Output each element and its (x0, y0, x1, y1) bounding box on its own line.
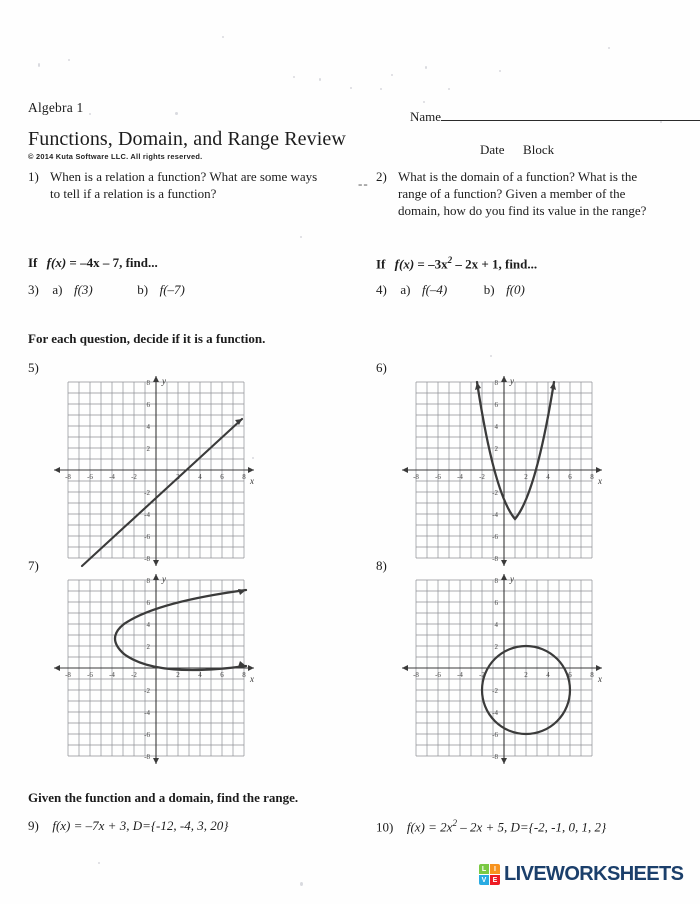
svg-text:8: 8 (242, 671, 246, 679)
question-3-part-b-value: f(–7) (159, 282, 185, 297)
question-9 (28, 818, 228, 834)
graph-5-axes (54, 376, 254, 566)
question-10-number: 10) (376, 819, 394, 835)
svg-text:-2: -2 (131, 473, 137, 481)
svg-text:2: 2 (176, 671, 180, 679)
svg-text:-8: -8 (144, 555, 150, 563)
svg-text:8: 8 (146, 577, 150, 585)
graph-8-x-axis-label: x (598, 674, 602, 684)
svg-text:-8: -8 (144, 753, 150, 761)
name-field-row (410, 109, 700, 125)
svg-text:2: 2 (524, 671, 528, 679)
question-10-text-pre: f(x) = 2x (406, 819, 453, 835)
svg-text:2: 2 (494, 445, 498, 453)
svg-text:2: 2 (524, 473, 528, 481)
svg-text:-2: -2 (492, 687, 498, 695)
svg-text:4: 4 (198, 473, 202, 481)
question-4-part-b-value: f(0) (506, 282, 525, 297)
question-4-prompt-if: If (376, 256, 386, 272)
graph-8-axes (402, 574, 602, 764)
graph-5-y-axis-label: y (162, 376, 166, 386)
question-3-part-a-value: f(3) (73, 282, 93, 297)
svg-text:4: 4 (546, 671, 550, 679)
graph-7 (46, 572, 256, 772)
question-3 (28, 282, 185, 298)
question-4-part-b-label: b) (483, 282, 495, 297)
question-9-number: 9) (28, 818, 39, 833)
question-4-number: 4) (376, 282, 387, 297)
graph-6-axes (402, 376, 602, 566)
graph-6 (394, 374, 604, 574)
svg-text:8: 8 (494, 577, 498, 585)
date-label: Date (480, 142, 505, 157)
question-10-text-post: – 2x + 5, D={-2, -1, 0, 1, 2} (460, 819, 607, 835)
block-label: Block (523, 142, 555, 157)
svg-text:-8: -8 (492, 555, 498, 563)
svg-text:8: 8 (590, 473, 594, 481)
graph-5-svg (46, 374, 256, 569)
question-1 (28, 168, 328, 202)
svg-text:4: 4 (494, 621, 498, 629)
graph-6-number: 6) (376, 360, 387, 375)
svg-text:6: 6 (494, 401, 498, 409)
graph-5-x-axis-label: x (250, 476, 254, 486)
course-name: Algebra 1 (28, 100, 84, 115)
svg-text:-4: -4 (109, 473, 115, 481)
question-4-exponent: 2 (447, 255, 453, 265)
question-3-part-b-label: b) (137, 282, 149, 297)
svg-text:-2: -2 (144, 687, 150, 695)
svg-text:4: 4 (146, 621, 150, 629)
liveworksheets-mark-icon (479, 864, 500, 885)
svg-text:6: 6 (568, 473, 572, 481)
graph-7-arrow-bottom (238, 661, 246, 667)
question-3-prompt (28, 255, 158, 271)
svg-text:-4: -4 (109, 671, 115, 679)
svg-text:-2: -2 (479, 671, 485, 679)
svg-text:-2: -2 (492, 489, 498, 497)
name-label: Name (410, 109, 442, 124)
question-4 (376, 282, 525, 298)
svg-text:-6: -6 (435, 473, 441, 481)
svg-text:-8: -8 (65, 671, 71, 679)
question-3-number: 3) (28, 282, 39, 297)
svg-text:4: 4 (146, 423, 150, 431)
graph-7-x-axis-label: x (250, 674, 254, 684)
section-heading-range-find: Given the function and a domain, find the range. (28, 790, 299, 805)
svg-text:2: 2 (146, 445, 150, 453)
question-2 (376, 168, 666, 219)
logo-tile-e: E (490, 875, 500, 885)
svg-text:-6: -6 (492, 731, 498, 739)
svg-text:-4: -4 (457, 671, 463, 679)
svg-text:-8: -8 (413, 671, 419, 679)
svg-text:-4: -4 (492, 709, 498, 717)
svg-text:4: 4 (546, 473, 550, 481)
question-3-fn-name: f (46, 255, 51, 270)
question-1-number: 1) (28, 169, 39, 184)
section-heading-function-check: For each question, decide if it is a function. (28, 331, 266, 346)
svg-text:-6: -6 (87, 671, 93, 679)
graph-6-y-axis-label: y (510, 376, 514, 386)
leader-dots: -- (358, 176, 369, 191)
question-10 (376, 818, 606, 835)
graph-7-svg (46, 572, 256, 767)
svg-text:8: 8 (242, 473, 246, 481)
graph-7-arrow-top (238, 589, 246, 595)
graph-6-svg (394, 374, 604, 569)
svg-text:-2: -2 (479, 473, 485, 481)
date-block-field-row (480, 142, 554, 158)
svg-text:-8: -8 (413, 473, 419, 481)
svg-text:-8: -8 (65, 473, 71, 481)
svg-text:2: 2 (176, 473, 180, 481)
graph-5 (46, 374, 256, 574)
graph-6-curve-parabola (477, 382, 554, 519)
svg-text:-6: -6 (87, 473, 93, 481)
question-9-text: f(x) = –7x + 3, D={-12, -4, 3, 20} (52, 818, 229, 833)
svg-text:4: 4 (494, 423, 498, 431)
svg-text:-6: -6 (144, 731, 150, 739)
question-4-prompt-body-pre: = –3x (417, 256, 448, 272)
question-3-fn-arg: (x) (50, 255, 67, 270)
question-10-exponent: 2 (452, 818, 457, 828)
svg-text:-6: -6 (492, 533, 498, 541)
svg-text:-4: -4 (457, 473, 463, 481)
svg-text:6: 6 (220, 473, 224, 481)
svg-text:8: 8 (590, 671, 594, 679)
svg-text:-6: -6 (435, 671, 441, 679)
liveworksheets-wordmark: LIVEWORKSHEETS (504, 863, 684, 885)
graph-8 (394, 572, 604, 772)
svg-text:-4: -4 (492, 511, 498, 519)
question-4-part-a-label: a) (400, 282, 411, 297)
copyright-notice: © 2014 Kuta Software LLC. All rights reserved. (28, 152, 203, 161)
graph-8-y-axis-label: y (510, 574, 514, 584)
name-input[interactable] (441, 109, 700, 121)
svg-text:2: 2 (146, 643, 150, 651)
question-3-prompt-body: = –4x – 7, find... (69, 255, 158, 270)
svg-text:6: 6 (146, 599, 150, 607)
graph-8-number: 8) (376, 558, 387, 573)
question-2-number: 2) (376, 169, 387, 184)
graph-8-svg (394, 572, 604, 767)
question-4-part-a-value: f(–4) (421, 282, 448, 297)
logo-tile-i: I (490, 864, 500, 874)
graph-5-number: 5) (28, 360, 39, 375)
svg-text:-6: -6 (144, 533, 150, 541)
svg-text:8: 8 (494, 379, 498, 387)
question-3-prompt-if: If (28, 255, 38, 270)
graph-5-curve-line (82, 419, 242, 566)
svg-text:-2: -2 (144, 489, 150, 497)
graph-6-x-axis-label: x (598, 476, 602, 486)
question-3-part-a-label: a) (52, 282, 63, 297)
page-title: Functions, Domain, and Range Review (28, 128, 346, 150)
svg-text:6: 6 (568, 671, 572, 679)
liveworksheets-logo[interactable] (479, 863, 683, 886)
logo-tile-l: L (479, 864, 489, 874)
svg-text:-4: -4 (144, 511, 150, 519)
logo-tile-v: V (479, 875, 489, 885)
worksheet-body (28, 100, 672, 835)
svg-text:8: 8 (146, 379, 150, 387)
question-1-text: When is a relation a function? What are some ways to tell if a relation is a function? (50, 169, 318, 202)
question-4-fn-arg: (x) (398, 256, 415, 272)
question-4-prompt (376, 255, 537, 272)
question-4-prompt-body-post: – 2x + 1, find... (455, 256, 538, 272)
svg-text:4: 4 (198, 671, 202, 679)
svg-text:6: 6 (220, 671, 224, 679)
question-4-fn-name: f (394, 256, 399, 272)
svg-text:6: 6 (494, 599, 498, 607)
svg-text:2: 2 (494, 643, 498, 651)
svg-text:6: 6 (146, 401, 150, 409)
graph-7-number: 7) (28, 558, 39, 573)
graph-7-y-axis-label: y (162, 574, 166, 584)
svg-text:-4: -4 (144, 709, 150, 717)
question-2-text: What is the domain of a function? What is the range of a function? Given a member of the domain, how do you find its value in the range? (398, 169, 647, 219)
svg-text:-8: -8 (492, 753, 498, 761)
svg-text:-2: -2 (131, 671, 137, 679)
